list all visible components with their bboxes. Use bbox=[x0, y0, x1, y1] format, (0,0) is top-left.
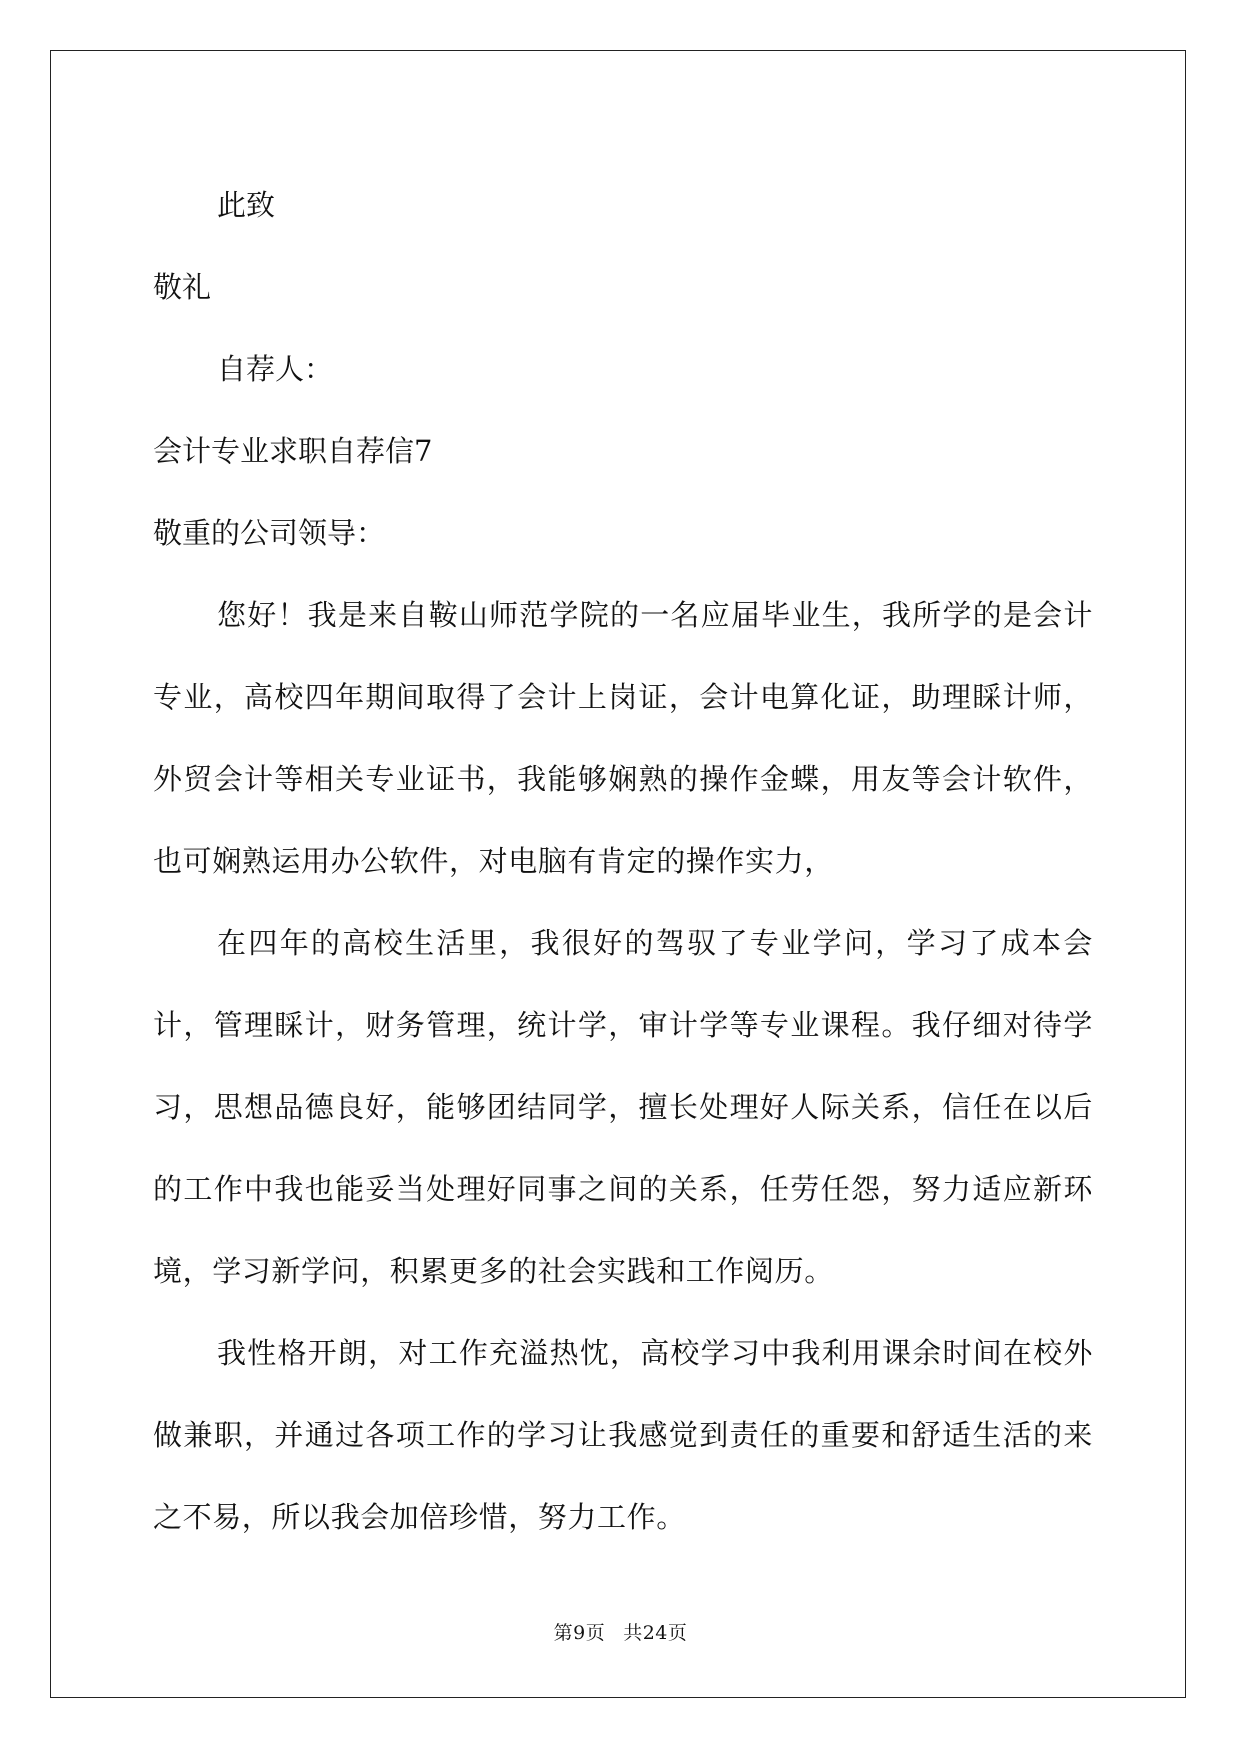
body-paragraph-1: 您好！我是来自鞍山师范学院的一名应届毕业生，我所学的是会计专业，高校四年期间取得了会计上岗证，会计电算化证，助理睬计师，外贸会计等相关专业证书，我能够娴熟的操作金蝶，用友等会计软件，也可娴熟运用办公软件，对电脑有肯定的操作实力， bbox=[153, 598, 1093, 878]
body-paragraph-3: 我性格开朗，对工作充溢热忱，高校学习中我利用课余时间在校外做兼职，并通过各项工作的学习让我感觉到责任的重要和舒适生活的来之不易，所以我会加倍珍惜，努力工作。 bbox=[153, 1336, 1093, 1534]
letter-title: 会计专业求职自荐信7 bbox=[153, 434, 433, 468]
page-footer bbox=[0, 1618, 1241, 1645]
current-page-label: 第9页 bbox=[553, 1622, 606, 1644]
closing-line: 此致 bbox=[217, 188, 276, 222]
document-body bbox=[153, 164, 1093, 1558]
greeting-line: 敬重的公司领导： bbox=[153, 516, 386, 550]
signature-line: 自荐人： bbox=[217, 352, 334, 386]
total-pages-label: 共24页 bbox=[623, 1622, 688, 1644]
body-paragraph-2: 在四年的高校生活里，我很好的驾驭了专业学问，学习了成本会计，管理睬计，财务管理，统计学，审计学等专业课程。我仔细对待学习，思想品德良好，能够团结同学，擅长处理好人际关系，信任在以后的工作中我也能妥当处理好同事之间的关系，任劳任怨，努力适应新环境，学习新学问，积累更多的社会实践和工作阅历。 bbox=[153, 926, 1093, 1288]
salute-line: 敬礼 bbox=[153, 270, 212, 304]
